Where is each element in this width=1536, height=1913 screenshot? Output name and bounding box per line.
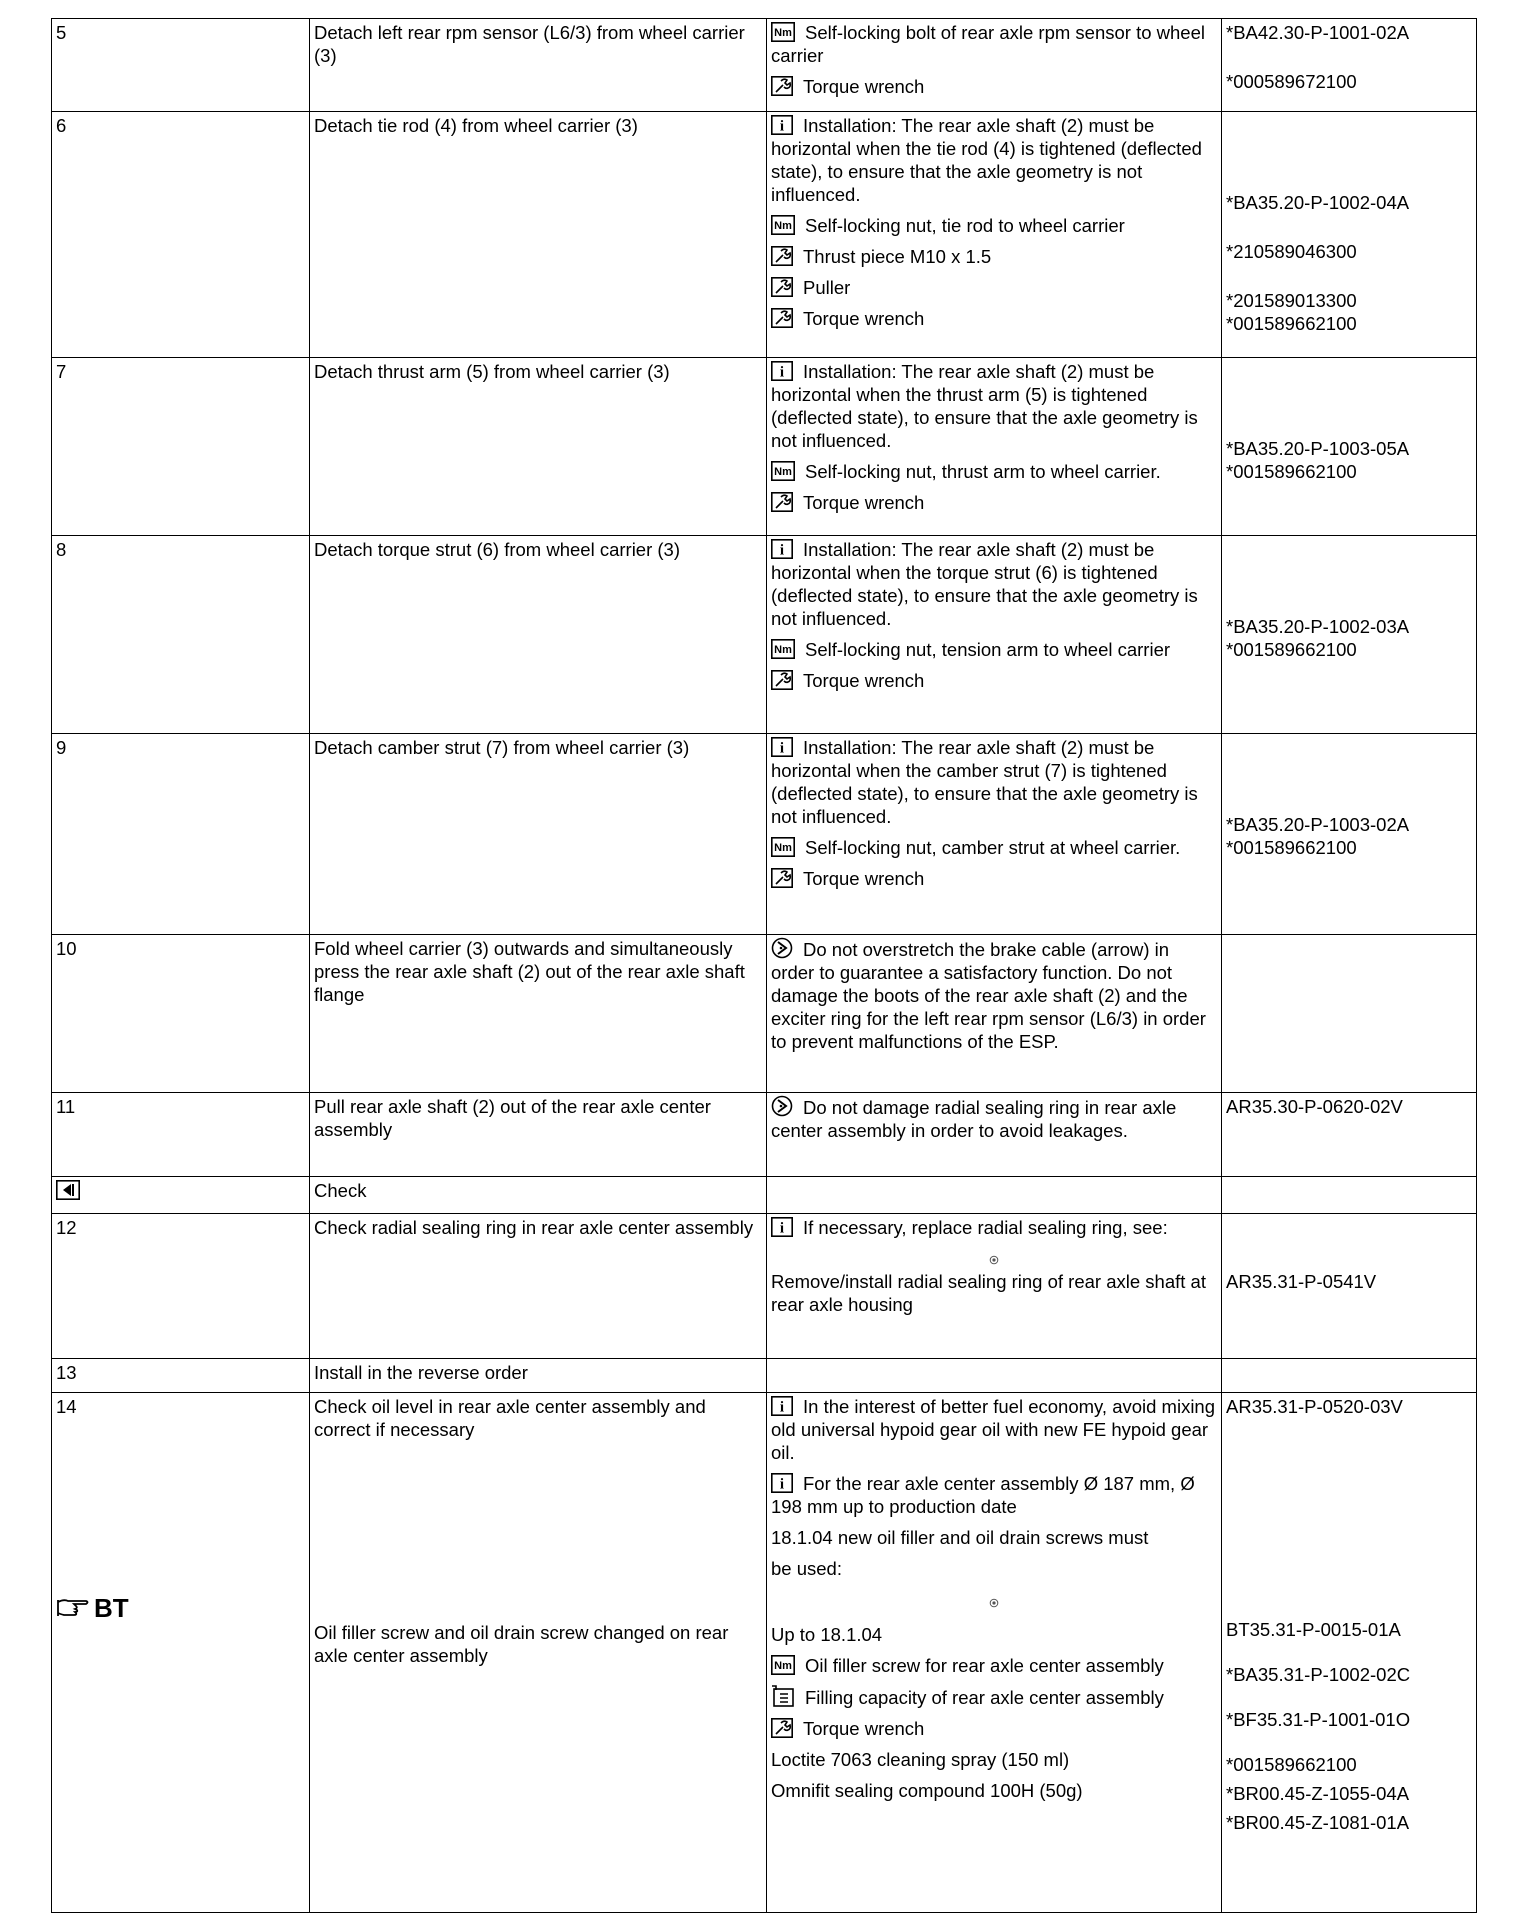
action-text: Pull rear axle shaft (2) out of the rear axle center assembly: [314, 1096, 711, 1140]
info-icon: [771, 1396, 793, 1416]
action-cell: [310, 935, 767, 1093]
step-number: 5: [56, 22, 67, 43]
note-item: [771, 1748, 1217, 1771]
note-text: Do not overstretch the brake cable (arrow) in order to guarantee a satisfactory function. Do not damage the boots of the rear axle shaft (2) and the exciter ring for the left rear rpm sensor (L6/3) in order to prevent malfunctions of the ESP.: [771, 939, 1206, 1052]
reference-code[interactable]: *BA35.20-P-1003-02A: [1226, 814, 1410, 835]
svg-text:i: i: [779, 542, 785, 559]
step-number: 8: [56, 539, 67, 560]
action-cell: [310, 1214, 767, 1359]
note-text: Self-locking nut, camber strut at wheel carrier.: [805, 837, 1181, 858]
note-text: Self-locking nut, tension arm to wheel carrier: [805, 639, 1171, 660]
note-text: Remove/install radial sealing ring of rear axle shaft at rear axle housing: [771, 1271, 1206, 1315]
note-text: Installation: The rear axle shaft (2) must be horizontal when the tie rod (4) is tightened (deflected state), to ensure that the axle geometry is not influenced.: [771, 115, 1202, 205]
note-item: [771, 276, 1217, 299]
reference-code[interactable]: *BA35.20-P-1002-04A: [1226, 192, 1410, 213]
tool-icon: [771, 277, 793, 297]
reference-code[interactable]: *BA35.31-P-1002-02C: [1226, 1664, 1411, 1685]
reference-code[interactable]: *BA35.20-P-1002-03A: [1226, 616, 1410, 637]
action-cell: [310, 1093, 767, 1177]
action-cell: [310, 1393, 767, 1913]
info-icon: [771, 539, 793, 559]
action-cell: [310, 734, 767, 935]
action-cell: [310, 1359, 767, 1393]
note-item: [771, 1779, 1217, 1802]
note-cell: [767, 536, 1222, 734]
tool-icon: [771, 868, 793, 888]
step-cell: [52, 734, 310, 935]
note-text: Installation: The rear axle shaft (2) must be horizontal when the torque strut (6) is tightened (deflected state), to ensure that the axle geometry is not influenced.: [771, 539, 1198, 629]
note-item: [771, 867, 1217, 890]
note-cell: [767, 19, 1222, 112]
tool-icon: [771, 1718, 793, 1738]
procedure-row: [52, 1214, 1477, 1359]
reference-code[interactable]: *BR00.45-Z-1081-01A: [1226, 1812, 1410, 1833]
note-item: [771, 1623, 1217, 1646]
nm-torque-icon: [771, 215, 795, 235]
note-cell: [767, 112, 1222, 358]
svg-text:Nm: Nm: [774, 1660, 792, 1672]
note-item: [771, 21, 1217, 67]
note-text: Torque wrench: [803, 492, 925, 513]
svg-text:i: i: [779, 1476, 785, 1493]
reference-cell: [1222, 19, 1477, 112]
note-text: Thrust piece M10 x 1.5: [803, 246, 992, 267]
step-number: 14: [56, 1396, 77, 1417]
nm-torque-icon: [771, 639, 795, 659]
reference-code[interactable]: *BA42.30-P-1001-02A: [1226, 22, 1410, 43]
action-text: Install in the reverse order: [314, 1362, 528, 1383]
note-cell: [767, 1359, 1222, 1393]
procedure-row: [52, 734, 1477, 935]
step-number: 11: [56, 1096, 76, 1117]
note-item: [771, 1095, 1217, 1142]
note-text: Torque wrench: [803, 1718, 925, 1739]
reference-code[interactable]: *001589662100: [1226, 313, 1357, 334]
tool-icon: [771, 670, 793, 690]
info-icon: [771, 361, 793, 381]
note-text: Torque wrench: [803, 76, 925, 97]
note-cell: [767, 1093, 1222, 1177]
svg-text:Nm: Nm: [774, 27, 792, 39]
svg-text:Nm: Nm: [774, 842, 792, 854]
bt-label: BT: [94, 1593, 129, 1623]
action-cell: [310, 112, 767, 358]
nm-torque-icon: [771, 461, 795, 481]
note-item: [771, 1557, 1217, 1580]
tool-icon: [771, 492, 793, 512]
step-cell: [52, 19, 310, 112]
note-item: [771, 114, 1217, 206]
note-item: [771, 669, 1217, 692]
note-item: [771, 836, 1217, 859]
procedure-row: [52, 19, 1477, 112]
reference-code[interactable]: AR35.30-P-0620-02V: [1226, 1096, 1403, 1117]
step-cell: [52, 358, 310, 536]
note-cell: [767, 1177, 1222, 1214]
note-cell: [767, 358, 1222, 536]
note-item: [771, 1270, 1217, 1316]
reference-code[interactable]: *BA35.20-P-1003-05A: [1226, 438, 1410, 459]
reference-code[interactable]: *001589662100: [1226, 639, 1357, 660]
note-cell: [767, 734, 1222, 935]
action-text: Detach torque strut (6) from wheel carrier (3): [314, 539, 681, 560]
action-text: Detach tie rod (4) from wheel carrier (3): [314, 115, 638, 136]
reference-cell: [1222, 1177, 1477, 1214]
filling-icon: [771, 1685, 795, 1707]
note-text: Torque wrench: [803, 868, 925, 889]
note-text: Installation: The rear axle shaft (2) must be horizontal when the thrust arm (5) is tightened (deflected state), to ensure that the axle geometry is not influenced.: [771, 361, 1198, 451]
reference-code[interactable]: *001589662100: [1226, 1754, 1357, 1775]
note-text: Filling capacity of rear axle center assembly: [805, 1687, 1164, 1708]
action-cell: [310, 1177, 767, 1214]
step-cell: [52, 536, 310, 734]
note-item: [771, 245, 1217, 268]
nm-torque-icon: [771, 22, 795, 42]
reference-code[interactable]: AR35.31-P-0520-03V: [1226, 1396, 1403, 1417]
action-cell: [310, 19, 767, 112]
info-icon: [771, 115, 793, 135]
reference-cell: [1222, 1214, 1477, 1359]
tool-icon: [771, 76, 793, 96]
note-item: [771, 214, 1217, 237]
note-text: Self-locking bolt of rear axle rpm sensor to wheel carrier: [771, 22, 1205, 66]
note-item: [771, 1717, 1217, 1740]
note-item: [771, 736, 1217, 828]
note-item: [771, 460, 1217, 483]
reference-code[interactable]: *001589662100: [1226, 837, 1357, 858]
step-number: 10: [56, 938, 77, 959]
reference-cell: [1222, 1359, 1477, 1393]
bt-marker: [56, 1593, 305, 1623]
note-text: In the interest of better fuel economy, avoid mixing old universal hypoid gear oil with new FE hypoid gear oil.: [771, 1396, 1216, 1463]
note-cell: [767, 1214, 1222, 1359]
note-item: [771, 1472, 1217, 1518]
action-text: Fold wheel carrier (3) outwards and simultaneously press the rear axle shaft (2) out of the rear axle shaft flange: [314, 938, 745, 1005]
reference-code[interactable]: BT35.31-P-0015-01A: [1226, 1619, 1401, 1640]
caution-icon: [771, 1095, 793, 1117]
procedure-row: [52, 358, 1477, 536]
nm-torque-icon: [771, 837, 795, 857]
reference-code[interactable]: *001589662100: [1226, 461, 1357, 482]
note-item: [771, 638, 1217, 661]
check-icon: [56, 1180, 80, 1200]
procedure-row: [52, 1393, 1477, 1913]
reference-icon[interactable]: [771, 1590, 1217, 1613]
procedure-row: [52, 935, 1477, 1093]
step-cell: [52, 1177, 310, 1214]
step-number: 6: [56, 115, 67, 136]
reference-code[interactable]: *210589046300: [1226, 241, 1357, 262]
info-icon: [771, 737, 793, 757]
note-text: Self-locking nut, tie rod to wheel carrier: [805, 215, 1125, 236]
action-text: Detach camber strut (7) from wheel carrier (3): [314, 737, 690, 758]
reference-cell: [1222, 1093, 1477, 1177]
note-text: Up to 18.1.04: [771, 1624, 883, 1645]
reference-cell: [1222, 536, 1477, 734]
step-cell: [52, 1093, 310, 1177]
svg-text:i: i: [779, 1220, 785, 1237]
caution-icon: [771, 937, 793, 959]
svg-text:Nm: Nm: [774, 220, 792, 232]
nm-torque-icon: [771, 1655, 795, 1675]
note-text: Oil filler screw for rear axle center assembly: [805, 1655, 1164, 1676]
note-text: 18.1.04 new oil filler and oil drain screws must: [771, 1527, 1149, 1548]
reference-icon[interactable]: [771, 1247, 1217, 1270]
note-item: [771, 307, 1217, 330]
note-cell: [767, 1393, 1222, 1913]
reference-code[interactable]: *BF35.31-P-1001-01O: [1226, 1709, 1411, 1730]
action-text: Check radial sealing ring in rear axle center assembly: [314, 1217, 754, 1238]
procedure-row: [52, 1093, 1477, 1177]
reference-cell: [1222, 358, 1477, 536]
procedure-table: [51, 18, 1477, 1913]
note-cell: [767, 935, 1222, 1093]
note-text: Installation: The rear axle shaft (2) must be horizontal when the camber strut (7) is tightened (deflected state), to ensure that the axle geometry is not influenced.: [771, 737, 1198, 827]
action-text: Check oil level in rear axle center assembly and correct if necessary: [314, 1396, 706, 1440]
note-text: For the rear axle center assembly Ø 187 mm, Ø 198 mm up to production date: [771, 1473, 1195, 1517]
step-number: 7: [56, 361, 67, 382]
procedure-row: [52, 1177, 1477, 1214]
hand-pointer-icon: [56, 1596, 90, 1621]
action-cell: [310, 358, 767, 536]
step-cell: [52, 112, 310, 358]
note-item: [771, 1654, 1217, 1677]
action-text: Detach left rear rpm sensor (L6/3) from wheel carrier (3): [314, 22, 745, 66]
procedure-row: [52, 1359, 1477, 1393]
tool-icon: [771, 308, 793, 328]
note-text: be used:: [771, 1558, 842, 1579]
svg-text:Nm: Nm: [774, 466, 792, 478]
note-item: [771, 1395, 1217, 1464]
svg-text:i: i: [779, 118, 785, 135]
note-text: Torque wrench: [803, 308, 925, 329]
note-text: Self-locking nut, thrust arm to wheel carrier.: [805, 461, 1161, 482]
step-cell: [52, 935, 310, 1093]
procedure-row: [52, 112, 1477, 358]
note-text: Loctite 7063 cleaning spray (150 ml): [771, 1749, 1070, 1770]
note-item: [771, 538, 1217, 630]
procedure-row: [52, 536, 1477, 734]
reference-cell: [1222, 935, 1477, 1093]
step-number: 9: [56, 737, 67, 758]
step-cell: [52, 1214, 310, 1359]
note-item: [771, 75, 1217, 98]
action-text: Check: [314, 1180, 367, 1201]
step-number: 13: [56, 1362, 77, 1383]
svg-text:i: i: [779, 1399, 785, 1416]
note-item: [771, 1216, 1217, 1239]
note-text: Puller: [803, 277, 851, 298]
action-text: Detach thrust arm (5) from wheel carrier (3): [314, 361, 670, 382]
note-text: If necessary, replace radial sealing ring, see:: [803, 1217, 1168, 1238]
action-cell: [310, 536, 767, 734]
note-text: Omnifit sealing compound 100H (50g): [771, 1780, 1083, 1801]
note-item: [771, 1685, 1217, 1709]
note-text: Do not damage radial sealing ring in rear axle center assembly in order to avoid leakages.: [771, 1097, 1177, 1141]
bt-action-text: Oil filler screw and oil drain screw changed on rear axle center assembly: [314, 1622, 729, 1666]
reference-cell: [1222, 1393, 1477, 1913]
note-text: Torque wrench: [803, 670, 925, 691]
tool-icon: [771, 246, 793, 266]
step-cell: [52, 1359, 310, 1393]
reference-code[interactable]: *BR00.45-Z-1055-04A: [1226, 1783, 1410, 1804]
note-item: [771, 937, 1217, 1053]
reference-cell: [1222, 734, 1477, 935]
svg-text:i: i: [779, 740, 785, 757]
svg-text:Nm: Nm: [774, 644, 792, 656]
step-cell: [52, 1393, 310, 1913]
info-icon: [771, 1473, 793, 1493]
step-number: 12: [56, 1217, 77, 1238]
reference-code[interactable]: *201589013300: [1226, 290, 1357, 311]
reference-code[interactable]: AR35.31-P-0541V: [1226, 1271, 1377, 1292]
svg-text:i: i: [779, 364, 785, 381]
note-item: [771, 1526, 1217, 1549]
info-icon: [771, 1217, 793, 1237]
note-item: [771, 360, 1217, 452]
note-item: [771, 491, 1217, 514]
reference-cell: [1222, 112, 1477, 358]
reference-code[interactable]: *000589672100: [1226, 71, 1357, 92]
